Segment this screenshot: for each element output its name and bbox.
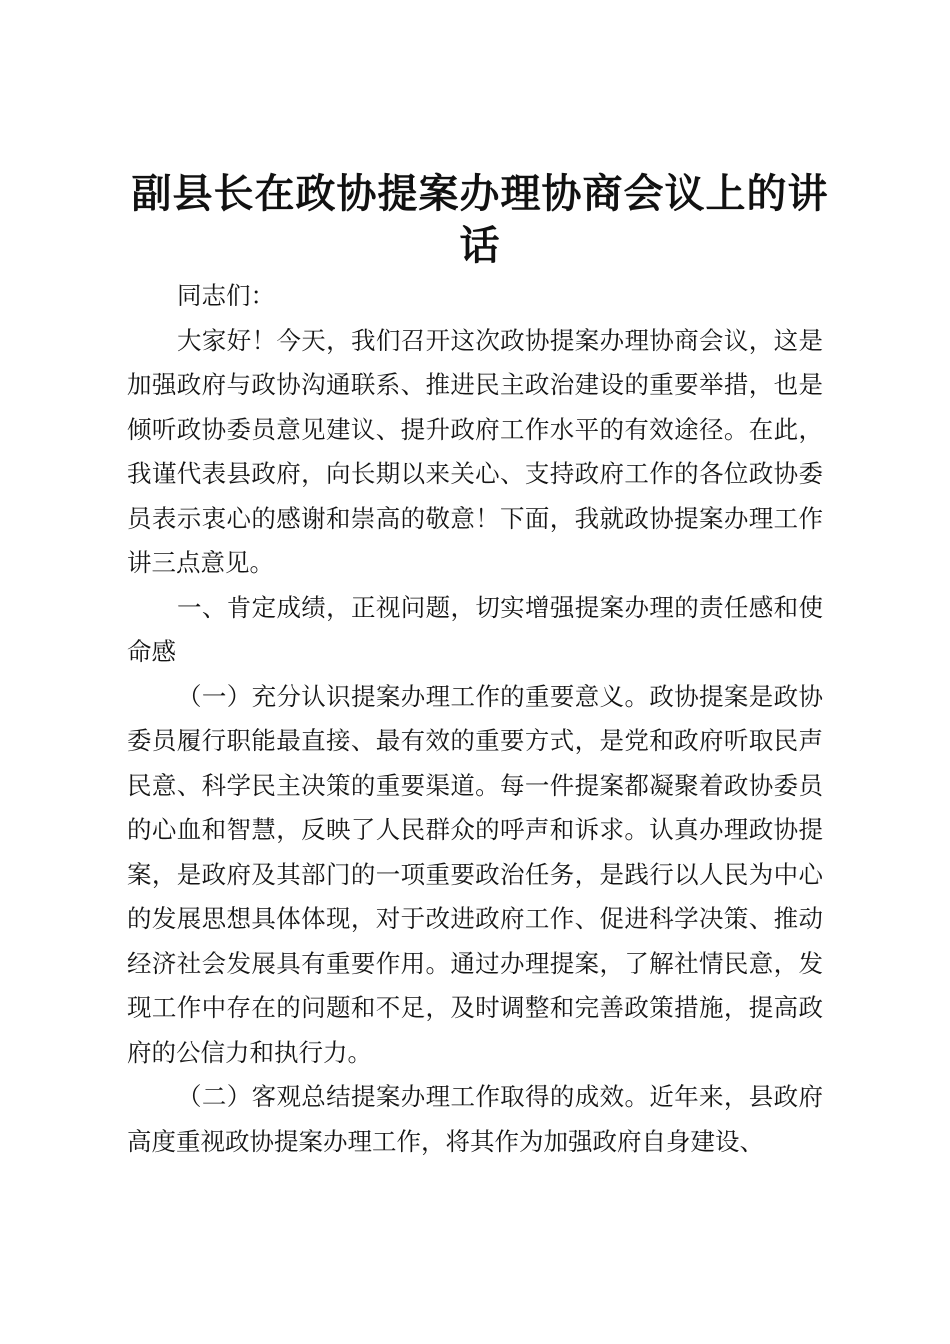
document-title: 副县长在政协提案办理协商会议上的讲话 (131, 170, 829, 269)
document-body (127, 274, 823, 1164)
subsection-1-paragraph: （一）充分认识提案办理工作的重要意义。政协提案是政协委员履行职能最直接、最有效的重要方式，是党和政府听取民声民意、科学民主决策的重要渠道。每一件提案都凝聚着政协委员的心血和智慧，反映了人民群众的呼声和诉求。认真办理政协提案，是政府及其部门的一项重要政治任务，是践行以人民为中心的发展思想具体体现，对于改进政府工作、促进科学决策、推动经济社会发展具有重要作用。通过办理提案，了解社情民意，发现工作中存在的问题和不足，及时调整和完善政策措施，提高政府的公信力和执行力。 (127, 681, 823, 1067)
subsection-2-paragraph: （二）客观总结提案办理工作取得的成效。近年来，县政府高度重视政协提案办理工作，将其作为加强政府自身建设、 (127, 1082, 823, 1156)
opening-paragraph: 大家好！今天，我们召开这次政协提案办理协商会议，这是加强政府与政协沟通联系、推进民主政治建设的重要举措，也是倾听政协委员意见建议、提升政府工作水平的有效途径。在此，我谨代表县政府，向长期以来关心、支持政府工作的各位政协委员表示衷心的感谢和崇高的敬意！下面，我就政协提案办理工作讲三点意见。 (127, 325, 823, 577)
salutation-paragraph: 同志们： (177, 281, 275, 310)
section-heading-1: 一、肯定成绩，正视问题，切实增强提案办理的责任感和使命感 (127, 592, 823, 666)
